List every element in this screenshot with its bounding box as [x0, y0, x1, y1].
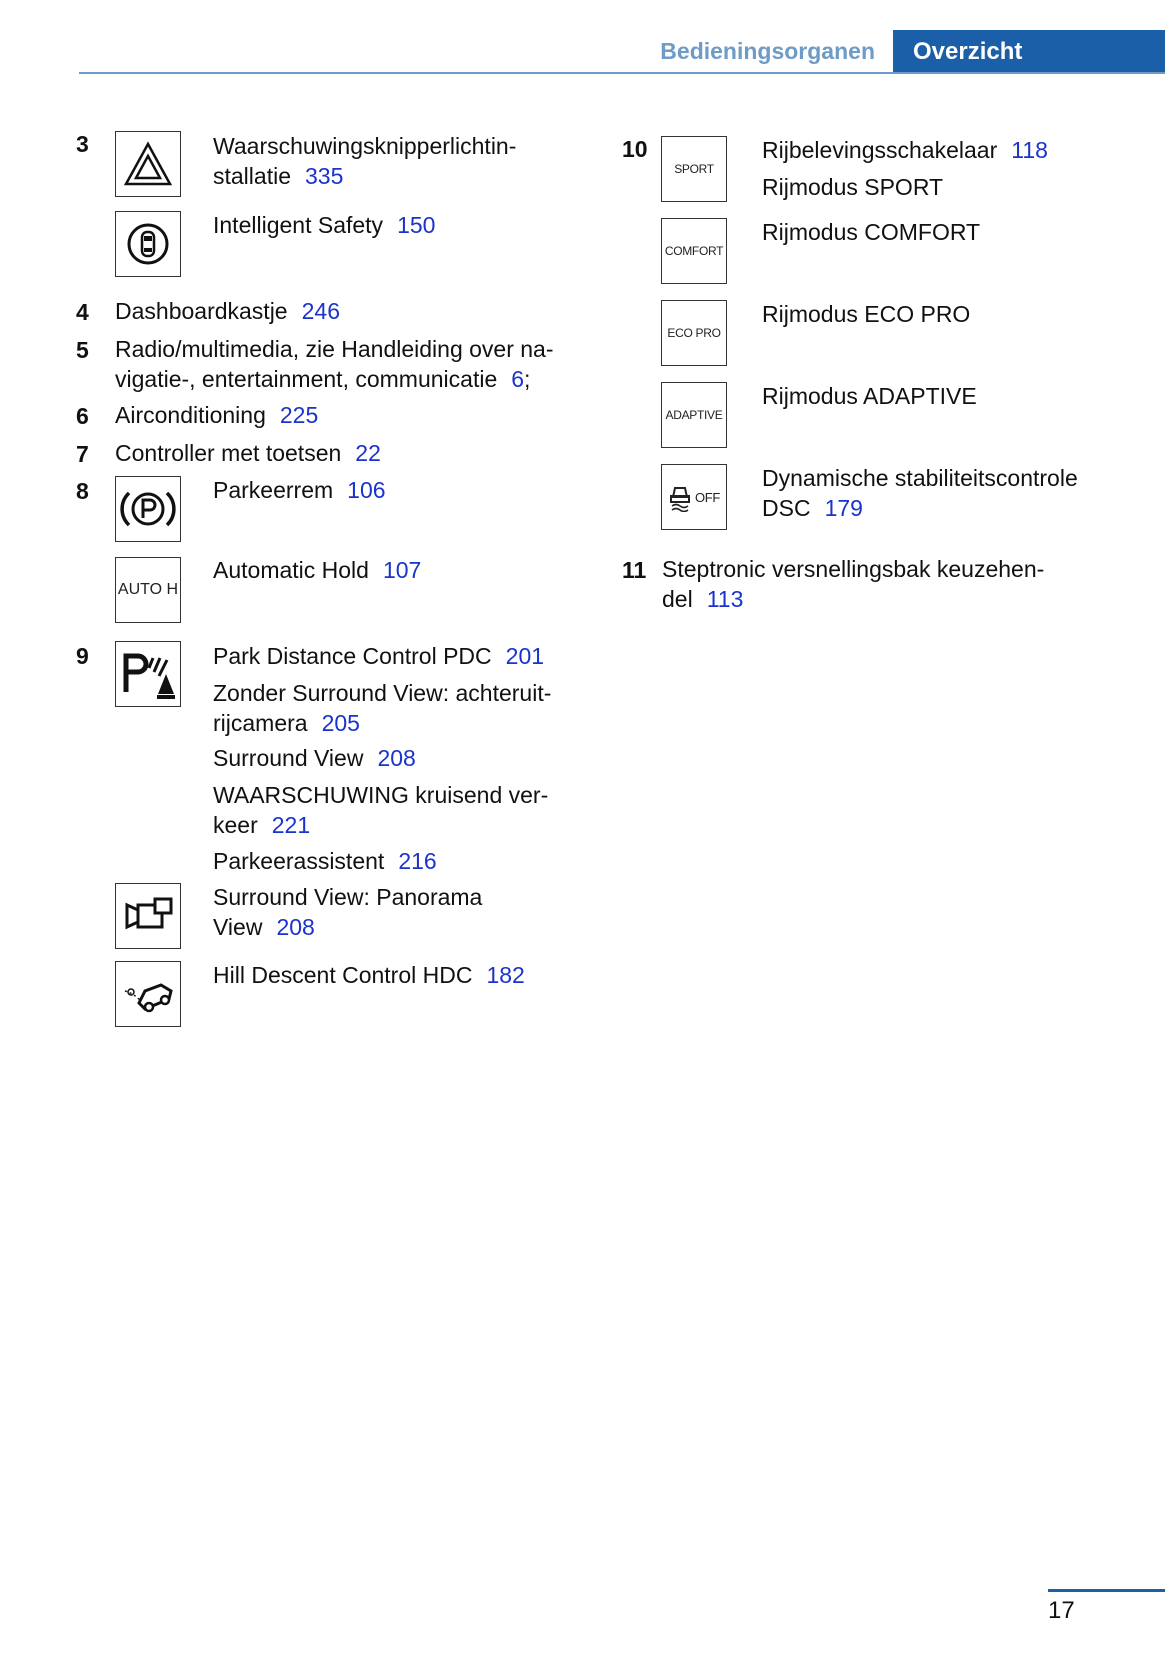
- hazard-lights-label: Waarschuwingsknipperlichtin- stallatie 335: [213, 133, 517, 189]
- eco-pro-mode-icon: ECO PRO: [661, 300, 727, 366]
- item-number-7: 7: [76, 441, 89, 467]
- sport-mode-label: Rijmodus SPORT: [762, 174, 944, 200]
- page-ref-6[interactable]: 6: [511, 366, 525, 392]
- footer-rule: [1048, 1589, 1165, 1592]
- driving-experience-switch-label: Rijbelevingsschakelaar 118: [762, 137, 1048, 163]
- page-ref-216[interactable]: 216: [398, 848, 437, 874]
- comfort-mode-icon: COMFORT: [661, 218, 727, 284]
- automatic-hold-label: Automatic Hold 107: [213, 557, 422, 583]
- hill-descent-icon: [115, 961, 181, 1027]
- item-number-8: 8: [76, 478, 89, 504]
- surround-view-label: Surround View 208: [213, 745, 416, 771]
- intelligent-safety-label: Intelligent Safety 150: [213, 212, 436, 238]
- parking-brake-icon: [115, 476, 181, 542]
- page-ref-225[interactable]: 225: [279, 402, 319, 428]
- page-ref-208-panorama[interactable]: 208: [276, 914, 315, 940]
- comfort-mode-label: Rijmodus COMFORT: [762, 219, 981, 245]
- page-ref-179[interactable]: 179: [824, 495, 863, 521]
- page-ref-106[interactable]: 106: [347, 477, 386, 503]
- page-ref-246[interactable]: 246: [301, 298, 340, 324]
- eco-pro-mode-label: Rijmodus ECO PRO: [762, 301, 971, 327]
- controller-label: Controller met toetsen 22: [115, 440, 381, 466]
- item-number-10: 10: [622, 136, 648, 162]
- hill-descent-control-label: Hill Descent Control HDC 182: [213, 962, 525, 988]
- page-ref-150[interactable]: 150: [397, 212, 436, 238]
- page-ref-113[interactable]: 113: [706, 586, 744, 612]
- adaptive-mode-label: Rijmodus ADAPTIVE: [762, 383, 977, 409]
- item-number-9: 9: [76, 643, 89, 669]
- dsc-off-icon: OFF: [661, 464, 727, 530]
- airconditioning-label: Airconditioning 225: [115, 402, 319, 428]
- page-ref-221[interactable]: 221: [271, 812, 311, 838]
- item-number-6: 6: [76, 403, 89, 429]
- cross-traffic-warning-label: WAARSCHUWING kruisend ver- keer 221: [213, 782, 549, 838]
- intelligent-safety-icon: [115, 211, 181, 277]
- parking-brake-label: Parkeerrem 106: [213, 477, 386, 503]
- sport-mode-icon: SPORT: [661, 136, 727, 202]
- item-number-4: 4: [76, 299, 89, 325]
- page-ref-107[interactable]: 107: [382, 557, 422, 583]
- steptronic-selector-label: Steptronic versnellingsbak keuzehen- del 113: [662, 556, 1045, 612]
- surround-view-camera-icon: [115, 883, 181, 949]
- park-distance-control-icon: [115, 641, 181, 707]
- page-ref-208[interactable]: 208: [377, 745, 416, 771]
- dsc-label: Dynamische stabiliteitscontrole DSC 179: [762, 465, 1078, 521]
- panorama-view-label: Surround View: Panorama View 208: [213, 884, 483, 940]
- parking-assistant-label: Parkeerassistent 216: [213, 848, 437, 874]
- page-ref-118[interactable]: 118: [1011, 137, 1048, 163]
- auto-hold-icon: AUTO H: [115, 557, 181, 623]
- hazard-warning-icon: [115, 131, 181, 197]
- page-ref-182[interactable]: 182: [486, 962, 525, 988]
- glovebox-label: Dashboardkastje 246: [115, 298, 340, 324]
- header-rule: [79, 72, 1165, 74]
- page-ref-205[interactable]: 205: [321, 710, 360, 736]
- pdc-label: Park Distance Control PDC 201: [213, 643, 545, 669]
- page-ref-22[interactable]: 22: [355, 440, 381, 466]
- rear-camera-label: Zonder Surround View: achteruit- rijcamera 205: [213, 680, 552, 736]
- page-number: 17: [1048, 1597, 1075, 1624]
- adaptive-mode-icon: ADAPTIVE: [661, 382, 727, 448]
- item-number-11: 11: [622, 557, 647, 583]
- section-tab-overzicht: Overzicht: [893, 30, 1165, 74]
- item-number-3: 3: [76, 131, 89, 157]
- page-ref-201[interactable]: 201: [505, 643, 545, 669]
- radio-multimedia-label: Radio/multimedia, zie Handleiding over na- vigatie-, entertainment, communicatie 6;: [115, 336, 554, 392]
- section-title: Bedieningsorganen: [660, 38, 875, 64]
- page-ref-335[interactable]: 335: [304, 163, 344, 189]
- item-number-5: 5: [76, 337, 89, 363]
